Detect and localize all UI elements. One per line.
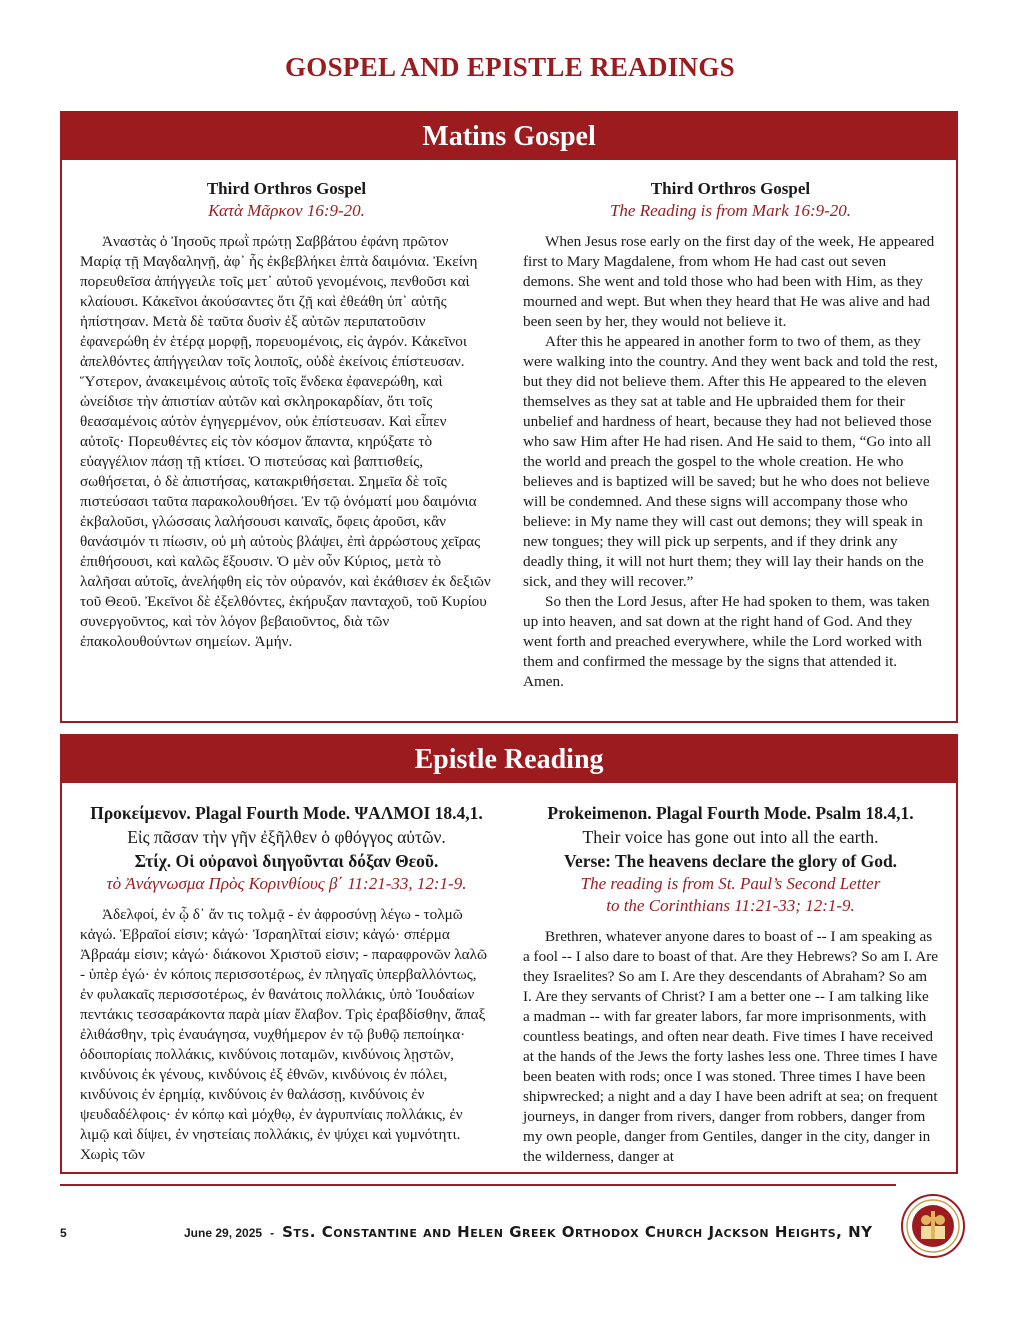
matins-band-title: Matins Gospel xyxy=(62,113,956,160)
page-number: 5 xyxy=(60,1226,67,1240)
paragraph: Ἀδελφοί, ἐν ᾧ δ᾽ ἄν τις τολμᾷ - ἐν ἀφροσύνῃ λέγω - τολμῶ κἀγώ. Ἑβραῖοί εἰσιν; κἀγώ· Ἰσραηλῖταί εἰσιν; κἀγώ· σπέρμα Ἀβραάμ εἰσιν; κἀγώ· διάκονοι Χριστοῦ εἰσιν; - παραφρονῶν λαλῶ - ὑπὲρ ἐγώ· ἐν κόποις περισσοτέρως, ἐν πληγαῖς ὑπερβαλλόντως, ἐν φυλακαῖς περισσοτέρως, ἐν θανάτοις πολλάκις, ὑπὸ Ἰουδαίων πεντάκις τεσσαράκοντα παρὰ μίαν ἔλαβον. Τρὶς ἐραβδίσθην, ἅπαξ ἐλιθάσθην, τρὶς ἐναυάγησα, νυχθήμερον ἐν τῷ βυθῷ πεποίηκα· ὁδοιπορίαις πολλάκις, κινδύνοις ποταμῶν, κινδύνοις λῃστῶν, κινδύνοις ἐκ γένους, κινδύνοις ἐξ ἐθνῶν, κινδύνοις ἐν πόλει, κινδύνοις ἐν ἐρημίᾳ, κινδύνοις ἐν θαλάσσῃ, κινδύνοις ἐν ψευδαδέλφοις· ἐν κόπῳ καὶ μόχθῳ, ἐν ἀγρυπνίαις πολλάκις, ἐν λιμῷ καὶ δίψει, ἐν νηστείαις πολλάκις, ἐν ψύχει καὶ γυμνότητι. Χωρὶς τῶν xyxy=(80,906,487,1163)
footer-date: June 29, 2025 xyxy=(184,1226,263,1240)
epistle-greek-column xyxy=(62,801,511,1167)
matins-greek-heading: Third Orthros Gospel xyxy=(206,179,367,198)
footer-separator: - xyxy=(270,1226,275,1240)
church-name: Sts. Constantine and Helen Greek Orthodox Church Jackson Heights, NY xyxy=(282,1223,873,1241)
matins-columns xyxy=(62,160,956,692)
epistle-greek-text xyxy=(80,905,493,1165)
paragraph: After this he appeared in another form to two of them, as they were walking into the country. And they went back and told the rest, but they did not believe them. After this He appeared to the eleven themselves as they sat at table and He upbraided them for their unbelief and hardness of heart, because they had not believed those who saw Him after He had risen. And He said to them, “Go into all the world and preach the gospel to the whole creation. He who believes and is baptized will be saved; but he who does not believe will be condemned. And these signs will accompany those who believe: in My name they will cast out demons; they will speak in new tongues; they will pick up serpents, and if they drink any deadly thing, it will not hurt them; they will lay their hands on the sick, and they will recover.” xyxy=(523,333,938,590)
epistle-greek-prokeimenon: Προκείμενον. Plagal Fourth Mode. ΨΑΛΜΟΙ 18.4,1. xyxy=(90,803,483,823)
epistle-greek-reference: τὸ Ἀνάγνωσμα Πρὸς Κορινθίους β΄ 11:21-33, 12:1-9. xyxy=(106,874,467,893)
paragraph: Ἀναστὰς ὁ Ἰησοῦς πρωῒ πρώτῃ Σαββάτου ἐφάνη πρῶτον Μαρίᾳ τῇ Μαγδαληνῇ, ἀφ᾽ ἧς ἐκβεβλήκει ἑπτὰ δαιμόνια. Ἐκείνη πορευθεῖσα ἀπήγγειλε τοῖς μετ᾽ αὐτοῦ γενομένοις, πενθοῦσι καὶ κλαίουσι. Κἀκεῖνοι ἀκούσαντες ὅτι ζῇ καὶ ἐθεάθη ὑπ᾽ αὐτῆς ἠπίστησαν. Μετὰ δὲ ταῦτα δυσὶν ἐξ αὐτῶν περιπατοῦσιν ἐφανερώθη ἐν ἑτέρᾳ μορφῇ, πορευομένοις, εἰς ἀγρόν. Κἀκεῖνοι ἀπελθόντες ἀπήγγειλαν τοῖς λοιποῖς, οὐδὲ ἐκείνοις ἐπίστευσαν. Ὕστερον, ἀνακειμένοις αὐτοῖς τοῖς ἕνδεκα ἐφανερώθη, καὶ ὠνείδισε τὴν ἀπιστίαν αὐτῶν καὶ σκληροκαρδίαν, ὅτι τοῖς θεασαμένοις αὐτὸν ἐγηγερμένον, οὐκ ἐπίστευσαν. Καὶ εἶπεν αὐτοῖς· Πορευθέντες εἰς τὸν κόσμον ἅπαντα, κηρύξατε τὸ εὐαγγέλιον πάσῃ τῇ κτίσει. Ὁ πιστεύσας καὶ βαπτισθείς, σωθήσεται, ὁ δὲ ἀπιστήσας, κατακριθήσεται. Σημεῖα δὲ τοῖς πιστεύσασι ταῦτα παρακολουθήσει. Ἐν τῷ ὀνόματί μου δαιμόνια ἐκβαλοῦσι, γλώσσαις λαλήσουσι καιναῖς, ὄφεις ἀροῦσι, κἂν θανάσιμόν τι πίωσιν, οὐ μὴ αὐτοὺς βλάψει, ἐπὶ ἀρρώστους χεῖρας ἐπιθήσουσι, καὶ καλῶς ἕξουσιν. Ὁ μὲν οὖν Κύριος, μετὰ τὸ λαλῆσαι αὐτοῖς, ἀνελήφθη εἰς τὸν οὐρανόν, καὶ ἐκάθισεν ἐκ δεξιῶν τοῦ Θεοῦ. Ἐκεῖνοι δὲ ἐξελθόντες, ἐκήρυξαν πανταχοῦ, τοῦ Κυρίου συνεργοῦντος, καὶ τὸν λόγον βεβαιοῦντος, διὰ τῶν ἐπακολουθούντων σημείων. Ἀμήν. xyxy=(80,233,491,650)
matins-english-text xyxy=(523,232,938,692)
epistle-greek-verse: Στίχ. Οἱ οὐρανοὶ διηγοῦνται δόξαν Θεοῦ. xyxy=(134,851,439,871)
paragraph: Brethren, whatever anyone dares to boast of -- I am speaking as a fool -- I also dare to boast of that. Are they Hebrews? So am I. Are they Israelites? So am I. Are they descendants of Abraham? So am I. Are they servants of Christ? I am a better one -- I am talking like a madman -- with far greater labors, far more imprisonments, with countless beatings, and often near death. Five times I have received at the hands of the Jews the forty lashes less one. Three times I have been beaten with rods; once I was stoned. Three times I have been shipwrecked; a night and a day I have been adrift at sea; on frequent journeys, in danger from rivers, danger from robbers, danger from my own people, danger from Gentiles, danger in the city, danger in the wilderness, danger at xyxy=(523,928,938,1165)
epistle-english-reference-1: The reading is from St. Paul’s Second Letter xyxy=(580,874,881,893)
epistle-reading-section xyxy=(60,734,958,1174)
epistle-english-line: Their voice has gone out into all the earth. xyxy=(582,827,879,847)
epistle-english-text xyxy=(523,927,938,1167)
epistle-columns xyxy=(62,783,956,1167)
epistle-band-title: Epistle Reading xyxy=(62,736,956,783)
paragraph: So then the Lord Jesus, after He had spoken to them, was taken up into heaven, and sat down at the right hand of God. And they went forth and preached everywhere, while the Lord worked with them and confirmed the message by the signs that attended it. Amen. xyxy=(523,593,930,690)
epistle-english-column xyxy=(511,801,956,1167)
paragraph: When Jesus rose early on the first day of the week, He appeared first to Mary Magdalene, from whom He had cast out seven demons. She went and told those who had been with Him, as they mourned and wept. But when they heard that He was alive and had been seen by her, they would not believe it. xyxy=(523,233,935,330)
matins-greek-column xyxy=(62,178,511,692)
matins-gospel-section xyxy=(60,111,958,723)
matins-english-heading: Third Orthros Gospel xyxy=(650,179,811,198)
matins-english-column xyxy=(511,178,956,692)
page-title: GOSPEL AND EPISTLE READINGS xyxy=(285,52,735,82)
matins-english-reference: The Reading is from Mark 16:9-20. xyxy=(609,201,852,220)
epistle-greek-line: Εἰς πᾶσαν τὴν γῆν ἐξῆλθεν ὁ φθόγγος αὐτῶν. xyxy=(127,827,446,847)
page-footer xyxy=(60,1223,900,1241)
matins-greek-text xyxy=(80,232,493,652)
epistle-english-reference-2: to the Corinthians 11:21-33; 12:1-9. xyxy=(606,896,855,915)
epistle-english-prokeimenon: Prokeimenon. Plagal Fourth Mode. Psalm 18.4,1. xyxy=(547,803,914,823)
epistle-english-verse: Verse: The heavens declare the glory of God. xyxy=(563,851,898,871)
church-seal-icon xyxy=(900,1193,966,1259)
matins-greek-reference: Κατὰ Μᾶρκον 16:9-20. xyxy=(208,201,365,220)
footer-divider xyxy=(60,1184,896,1186)
